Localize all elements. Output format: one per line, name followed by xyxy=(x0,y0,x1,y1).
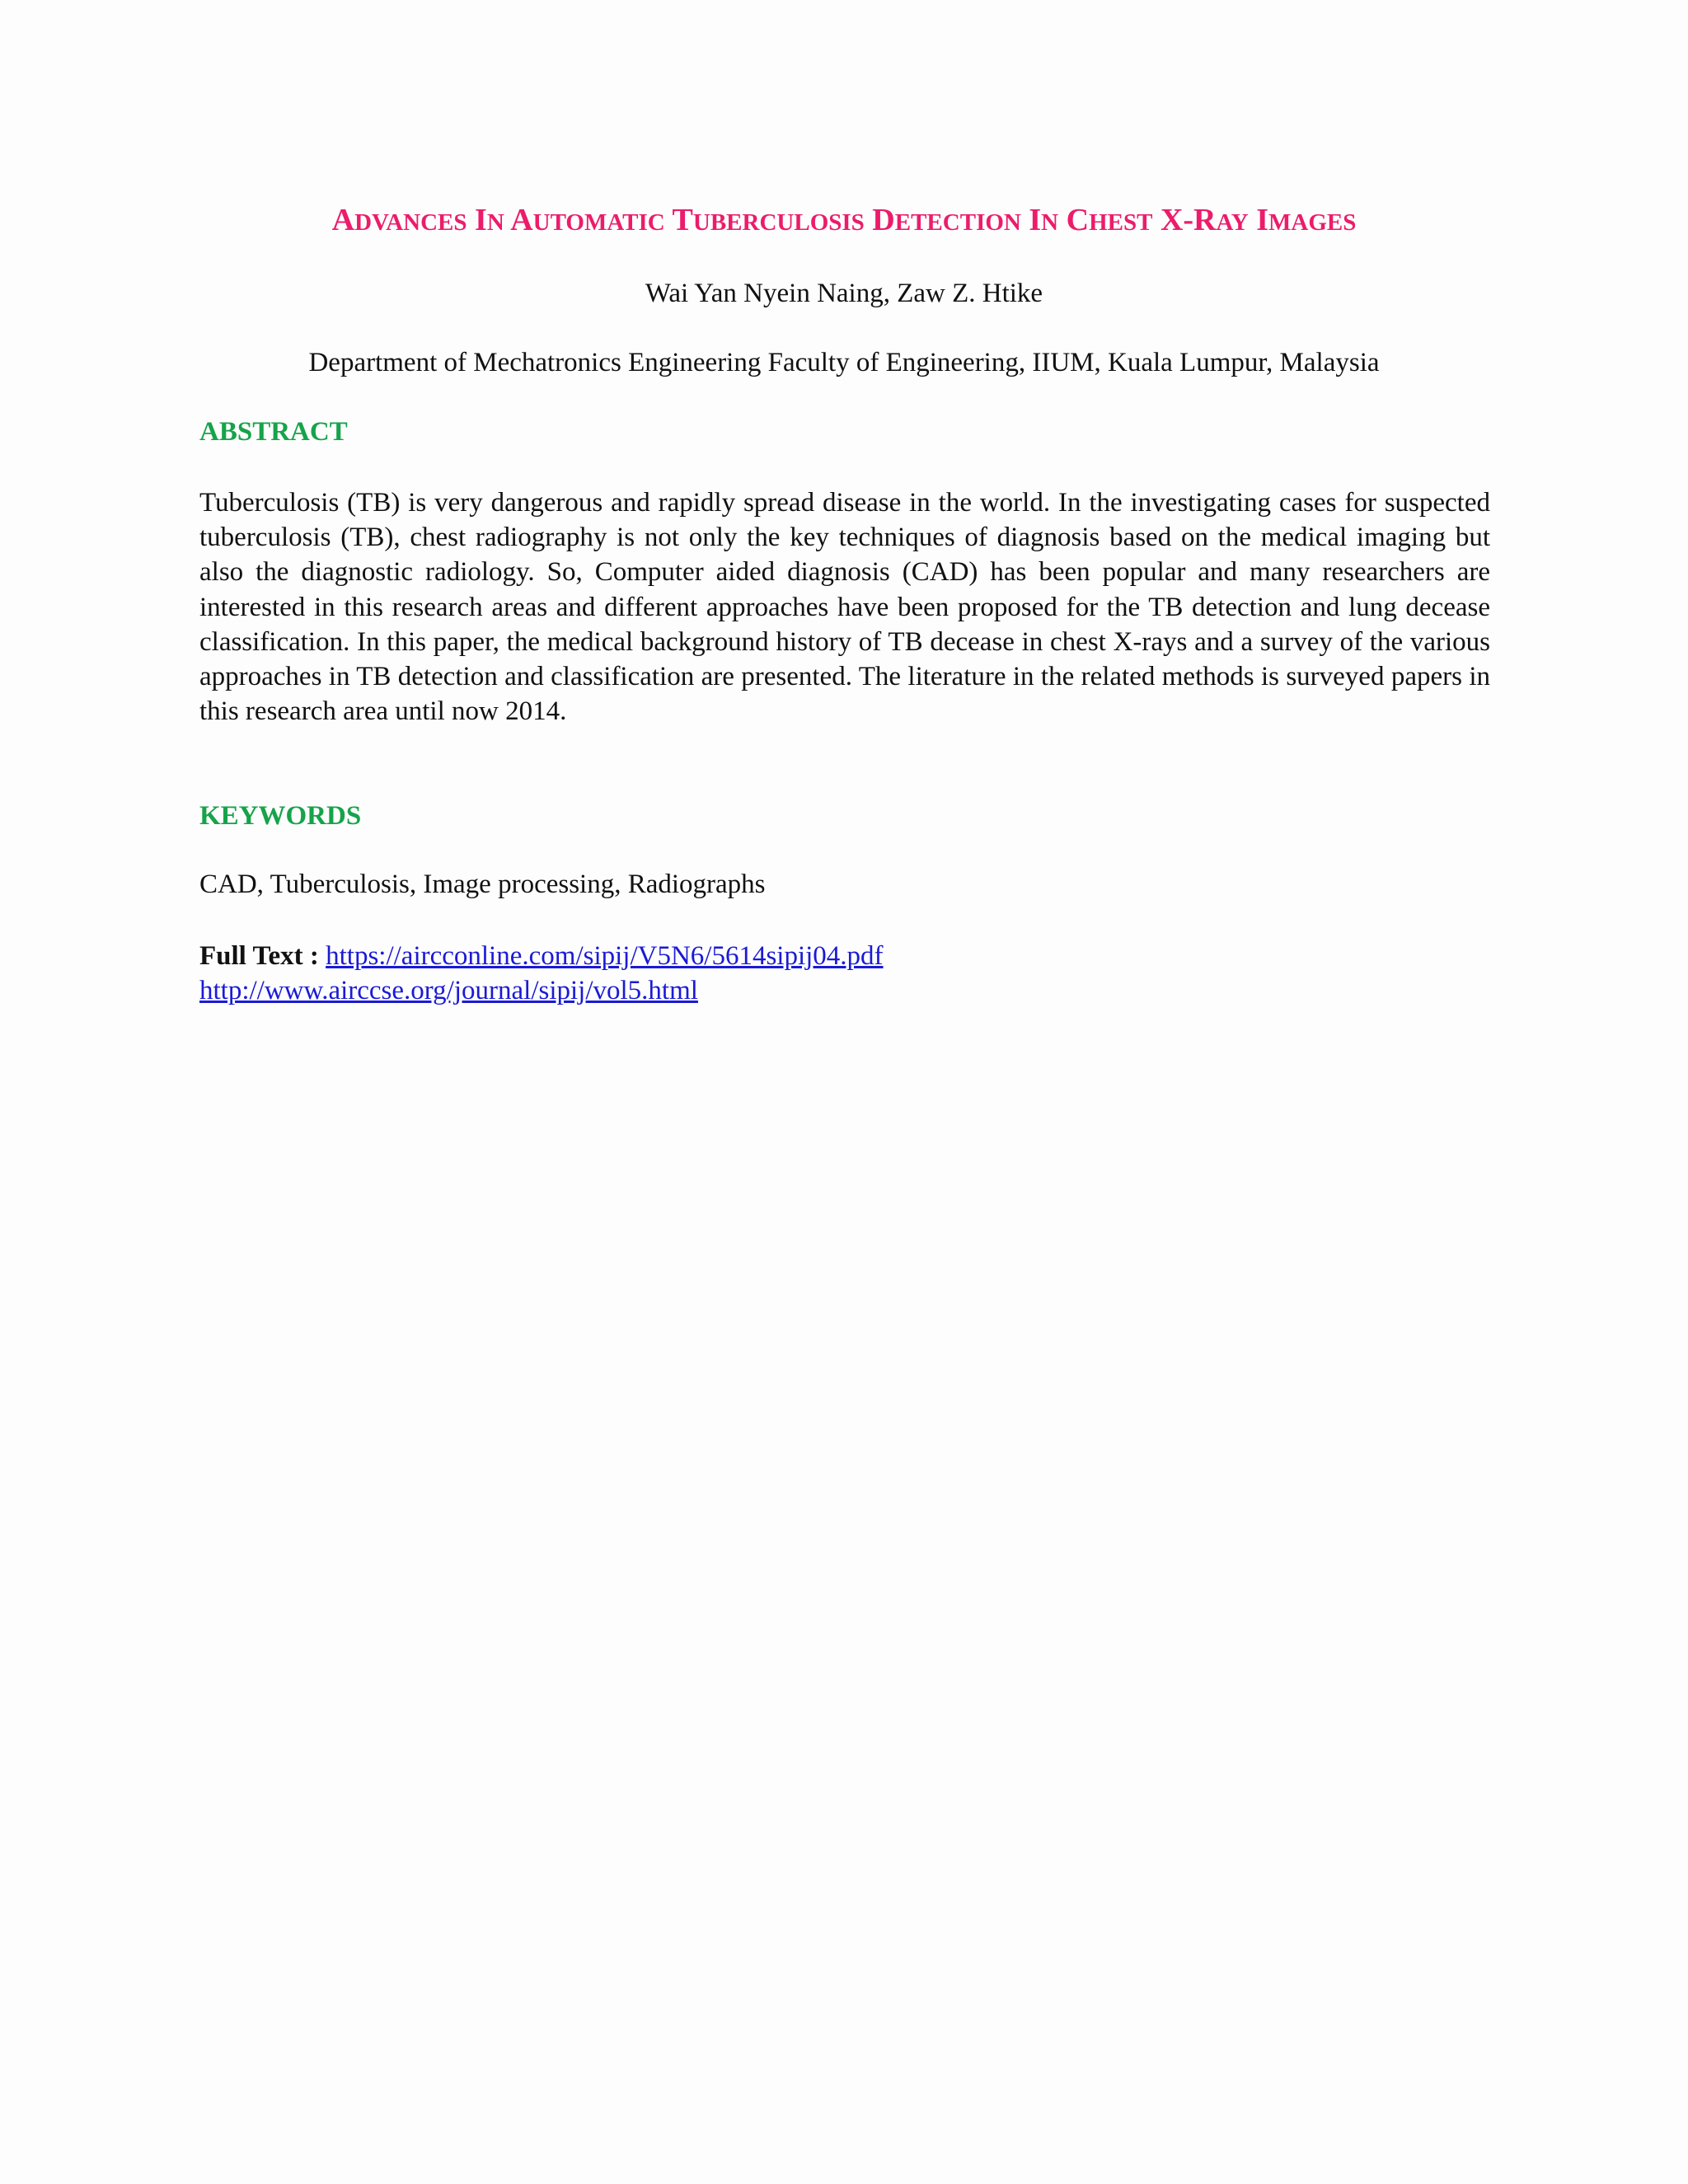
journal-volume-link[interactable]: http://www.airccse.org/journal/sipij/vol5.html xyxy=(199,976,698,1005)
title-word: IN xyxy=(475,203,504,237)
title-word: X-RAY xyxy=(1160,203,1249,237)
title-word: ADVANCES xyxy=(331,203,467,237)
title-word: DETECTION xyxy=(872,203,1021,237)
full-text-label: Full Text : xyxy=(199,941,319,971)
title-word: CHEST xyxy=(1066,203,1153,237)
title-word: TUBERCULOSIS xyxy=(672,203,865,237)
abstract-text: Tuberculosis (TB) is very dangerous and rapidly spread disease in the world. In the investigating cases for suspected tuberculosis (TB), chest radiography is not only the key techniques of diagnosis based on the medical imaging but also the diagnostic radiology. So, Computer aided diagnosis (CAD) has been popular and many researchers are interested in this research areas and different approaches have been proposed for the TB detection and lung decease classification. In this paper, the medical background history of TB decease in chest X-rays and a survey of the various approaches in TB detection and classification are presented. The literature in the related methods is surveyed papers in this research area until now 2014. xyxy=(199,488,1490,727)
title-word: IMAGES xyxy=(1256,203,1357,237)
full-text-link-pdf[interactable]: https://aircconline.com/sipij/V5N6/5614sipij04.pdf xyxy=(326,941,884,971)
title-word: AUTOMATIC xyxy=(510,203,665,237)
title-word: IN xyxy=(1029,203,1059,237)
keywords-heading: KEYWORDS xyxy=(199,801,362,831)
paper-authors: Wai Yan Nyein Naing, Zaw Z. Htike xyxy=(645,279,1043,308)
paper-affiliation: Department of Mechatronics Engineering Faculty of Engineering, IIUM, Kuala Lumpur, Malaysia xyxy=(308,348,1380,377)
keywords-text: CAD, Tuberculosis, Image processing, Radiographs xyxy=(199,869,766,899)
abstract-heading: ABSTRACT xyxy=(199,417,348,447)
paper-title xyxy=(198,202,1490,238)
full-text-section xyxy=(199,939,884,1008)
